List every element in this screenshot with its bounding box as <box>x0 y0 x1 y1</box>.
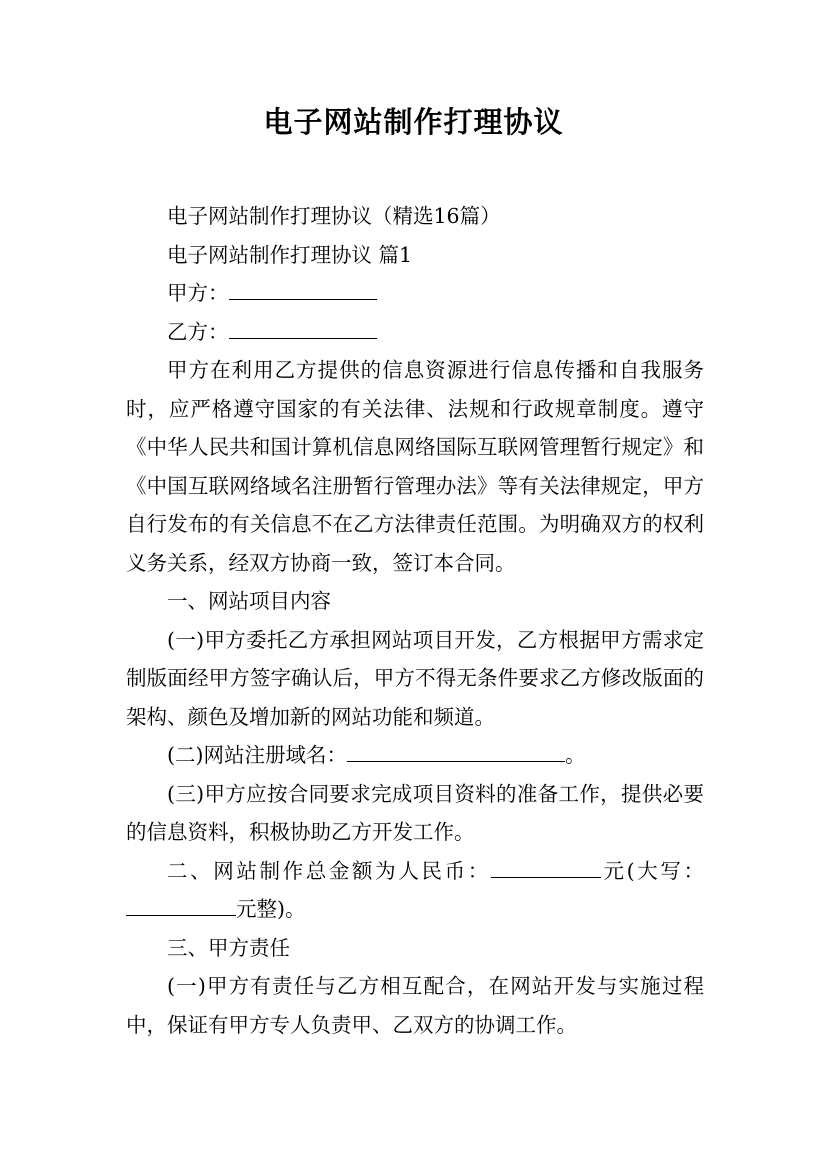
document-body <box>126 197 704 1044</box>
party-b-line <box>126 313 704 352</box>
document-title: 电子网站制作打理协议 <box>263 105 564 139</box>
party-b-label: 乙方： <box>167 319 229 344</box>
amount-uppercase-blank <box>126 897 236 916</box>
amount-uppercase-label: 元(大写： <box>600 858 704 883</box>
article-heading: 电子网站制作打理协议 篇1 <box>167 242 413 267</box>
party-a-label: 甲方： <box>167 281 229 305</box>
intro-paragraph: 甲方在利用乙方提供的信息资源进行信息传播和自我服务时，应严格遵守国家的有关法律、法规和行政规章制度。遵守《中华人民共和国计算机信息网络国际互联网管理暂行规定》和《中国互联网络域名注册暂行管理办法》等有关法律规定，甲方自行发布的有关信息不在乙方法律责任范围。为明确双方的权利义务关系，经双方协商一致，签订本合同。 <box>126 358 704 575</box>
section2-paragraph <box>126 852 704 929</box>
party-b-blank <box>229 319 377 338</box>
section3-heading: 三、甲方责任 <box>167 935 290 960</box>
subtitle: 电子网站制作打理协议（精选16篇） <box>167 204 501 228</box>
section1-heading: 一、网站项目内容 <box>167 589 331 613</box>
domain-blank <box>347 743 565 762</box>
party-a-blank <box>229 281 377 300</box>
domain-suffix: 。 <box>565 743 586 767</box>
amount-suffix: 元整)。 <box>236 897 306 921</box>
party-a-line <box>126 274 704 313</box>
amount-label: 二、网站制作总金额为人民币： <box>167 858 491 883</box>
domain-label: (二)网站注册域名： <box>167 743 347 767</box>
section1-item3: (三)甲方应按合同要求完成项目资料的准备工作，提供必要的信息资料，积极协助乙方开发工作。 <box>126 781 704 844</box>
section3-item1: (一)甲方有责任与乙方相互配合，在网站开发与实施过程中，保证有甲方专人负责甲、乙双方的协调工作。 <box>126 974 704 1037</box>
section1-item1: (一)甲方委托乙方承担网站项目开发，乙方根据甲方需求定制版面经甲方签字确认后，甲方不得无条件要求乙方修改版面的架构、颜色及增加新的网站功能和频道。 <box>126 627 704 729</box>
section1-item2 <box>126 736 704 775</box>
amount-blank <box>491 858 601 877</box>
